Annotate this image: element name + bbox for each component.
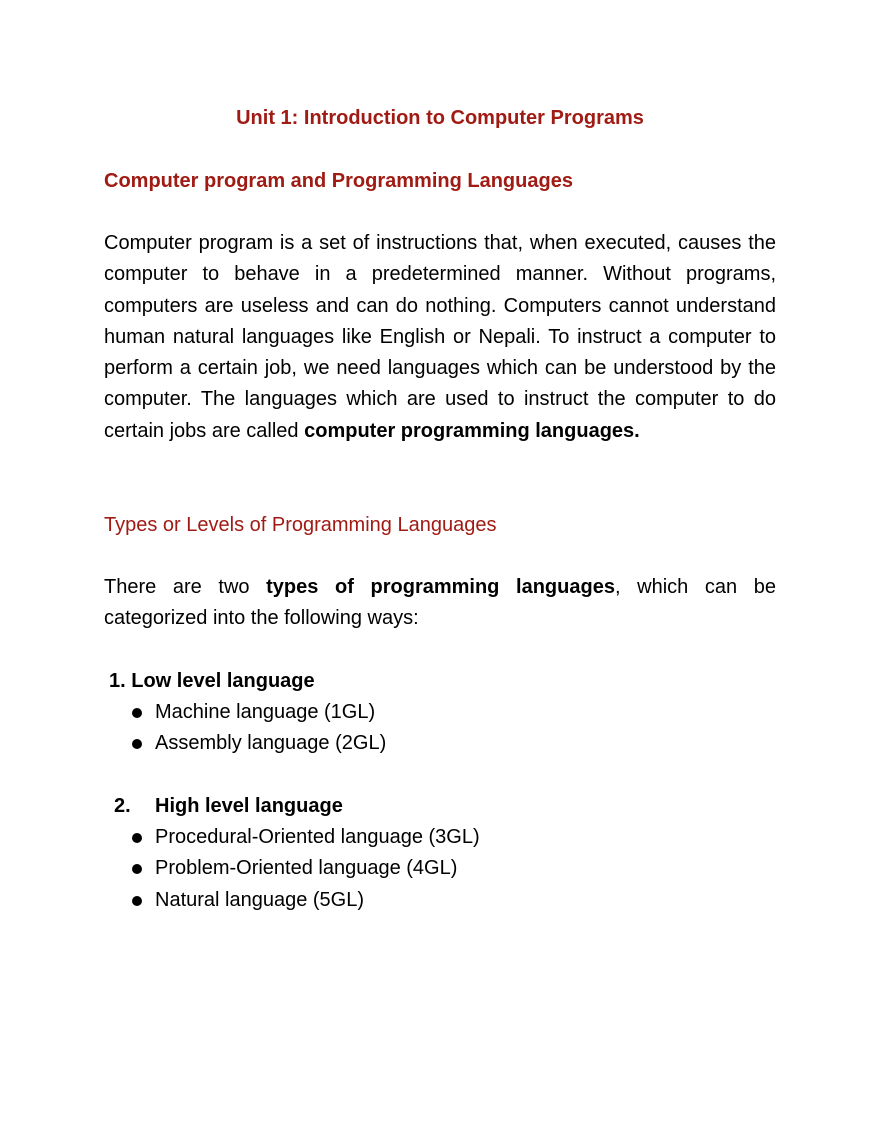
list-item	[104, 728, 386, 759]
group-heading-label: Low level language	[131, 670, 315, 692]
list-item	[104, 885, 480, 916]
intro-paragraph-bold-term: computer programming languages.	[304, 419, 640, 442]
low-level-list	[104, 697, 386, 760]
list-item	[104, 697, 386, 728]
list-item-label: Assembly language (2GL)	[155, 732, 387, 755]
intro-paragraph	[104, 228, 776, 447]
group-heading-label: High level language	[155, 795, 343, 817]
types-paragraph-after: , which can be categorized into the following ways:	[104, 576, 776, 630]
document-title: Unit 1: Introduction to Computer Programs	[236, 107, 644, 129]
section-heading: Computer program and Programming Languages	[104, 170, 573, 192]
list-item-label: Problem-Oriented language (4GL)	[155, 857, 458, 880]
bullet-icon	[132, 739, 142, 749]
bullet-icon	[132, 896, 142, 906]
group-number: 2.	[114, 795, 131, 817]
bullet-icon	[132, 708, 142, 718]
list-item-label: Natural language (5GL)	[155, 888, 365, 911]
bullet-icon	[132, 833, 142, 843]
types-paragraph	[104, 572, 776, 635]
types-paragraph-before: There are two	[104, 576, 267, 598]
types-subheading: Types or Levels of Programming Languages	[104, 514, 497, 536]
high-level-list	[104, 822, 480, 916]
types-paragraph-bold-term: types of programming languages	[266, 576, 615, 598]
group-heading-high-level	[114, 791, 343, 822]
list-item	[104, 822, 480, 853]
bullet-icon	[132, 864, 142, 874]
intro-paragraph-text: Computer program is a set of instructions that, when executed, causes the computer to behave in a predetermined manner. Without programs, computers are useless and can do nothing. Computers cannot understand human natural languages like English or Nepali. To instruct a computer to perform a certain job, we need languages which can be understood by the computer. The languages which are used to instruct the computer to do certain jobs are called	[104, 232, 776, 442]
group-number: 1.	[109, 670, 126, 692]
group-heading-low-level	[109, 666, 315, 697]
list-item	[104, 853, 480, 884]
list-item-label: Procedural-Oriented language (3GL)	[155, 826, 480, 848]
list-item-label: Machine language (1GL)	[155, 701, 376, 723]
